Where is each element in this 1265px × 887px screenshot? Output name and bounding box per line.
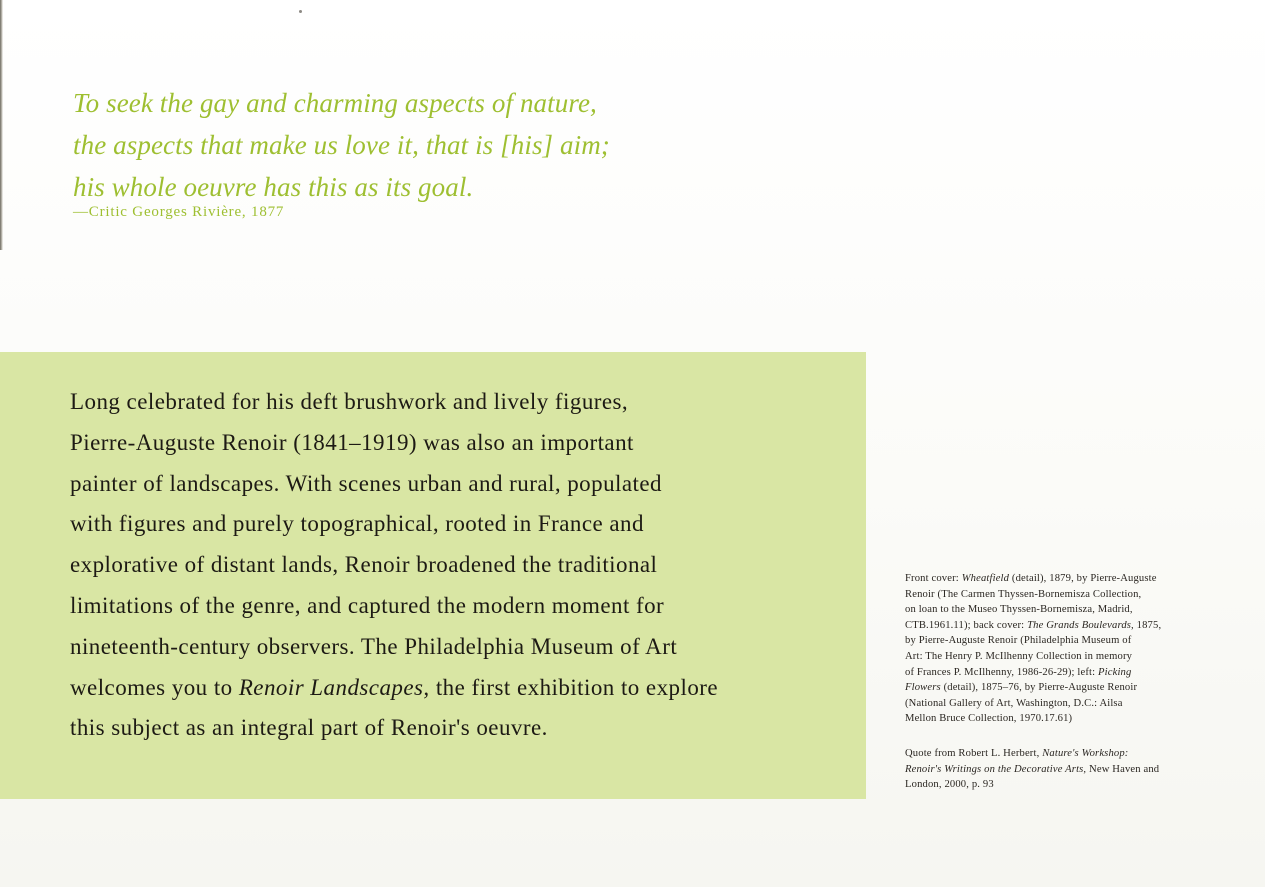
page-edge-shadow — [0, 0, 3, 250]
intro-line-4: with figures and purely topographical, rooted in France and — [70, 511, 644, 537]
intro-line-8 — [70, 668, 840, 709]
image-credits — [905, 571, 1225, 793]
exhibition-title: Renoir Landscapes, — [238, 674, 430, 700]
quote-line-1: To seek the gay and charming aspects of nature, — [73, 88, 597, 118]
credit-line-6: Art: The Henry P. McIlhenny Collection in memory — [905, 650, 1133, 662]
credit-line-5: by Pierre-Auguste Renoir (Philadelphia Museum of — [905, 635, 1132, 647]
intro-line-8-end: the first exhibition to explore — [429, 674, 719, 700]
source-line-2 — [905, 762, 1225, 778]
credit-line-7-start: of Frances P. McIlhenny, 1986-26-29); left: — [905, 666, 1099, 678]
quote-source — [905, 746, 1225, 793]
artwork-title-flowers: Flowers — [905, 682, 941, 694]
credit-line-1-start: Front cover: — [905, 573, 962, 584]
artwork-title-wheatfield: Wheatfield — [961, 573, 1010, 584]
quote-line-2: the aspects that make us love it, that is [his] aim; — [73, 130, 610, 160]
source-line-1 — [905, 746, 1225, 762]
intro-line-3: painter of landscapes. With scenes urban and rural, populated — [70, 470, 662, 496]
exhibition-intro-panel — [0, 352, 866, 799]
intro-line-7: nineteenth-century observers. The Philadelphia Museum of Art — [70, 633, 678, 659]
quote-line-3: his whole oeuvre has this as its goal. — [73, 172, 474, 202]
credit-line-4-end: 1875, — [1133, 619, 1162, 631]
intro-line-2: Pierre-Auguste Renoir (1841–1919) was also an important — [70, 429, 634, 455]
source-line-3: London, 2000, p. 93 — [905, 779, 994, 791]
credit-line-1-end: (detail), 1879, by Pierre-Auguste — [1009, 573, 1157, 584]
credit-line-9: (National Gallery of Art, Washington, D.C.: Ailsa — [905, 697, 1123, 709]
credit-line-10: Mellon Bruce Collection, 1970.17.61) — [905, 713, 1073, 725]
credit-line-4-start: CTB.1961.11); back cover: — [905, 619, 1028, 631]
intro-line-5: explorative of distant lands, Renoir broadened the traditional — [70, 552, 658, 578]
intro-line-8-start: welcomes you to — [70, 674, 239, 700]
rivere-quote — [73, 82, 633, 222]
intro-line-9: this subject as an integral part of Renoir's oeuvre. — [70, 715, 548, 741]
book-title-natures-workshop: Nature's Workshop: — [1042, 747, 1129, 759]
source-line-1-start: Quote from Robert L. Herbert, — [905, 747, 1043, 759]
credit-line-1 — [905, 571, 1225, 587]
book-subtitle: Renoir's Writings on the Decorative Arts, — [905, 763, 1087, 775]
credit-line-3: on loan to the Museo Thyssen-Bornemisza, Madrid, — [905, 604, 1133, 616]
intro-line-1: Long celebrated for his deft brushwork and lively figures, — [70, 389, 629, 414]
paper-speck — [299, 10, 302, 13]
quote-attribution: —Critic Georges Rivière, 1877 — [73, 204, 285, 220]
credit-line-8 — [905, 680, 1225, 696]
credit-line-7 — [905, 665, 1225, 681]
source-line-2-end: New Haven and — [1086, 763, 1160, 775]
credit-line-8-end: (detail), 1875–76, by Pierre-Auguste Renoir — [940, 682, 1138, 694]
exhibition-intro-text — [70, 382, 840, 749]
credit-line-4 — [905, 618, 1225, 634]
artwork-title-picking: Picking — [1098, 666, 1132, 678]
credit-line-2: Renoir (The Carmen Thyssen-Bornemisza Collection, — [905, 588, 1142, 600]
artwork-title-grands-boulevards: The Grands Boulevards, — [1027, 619, 1134, 631]
intro-line-6: limitations of the genre, and captured the modern moment for — [70, 592, 665, 618]
